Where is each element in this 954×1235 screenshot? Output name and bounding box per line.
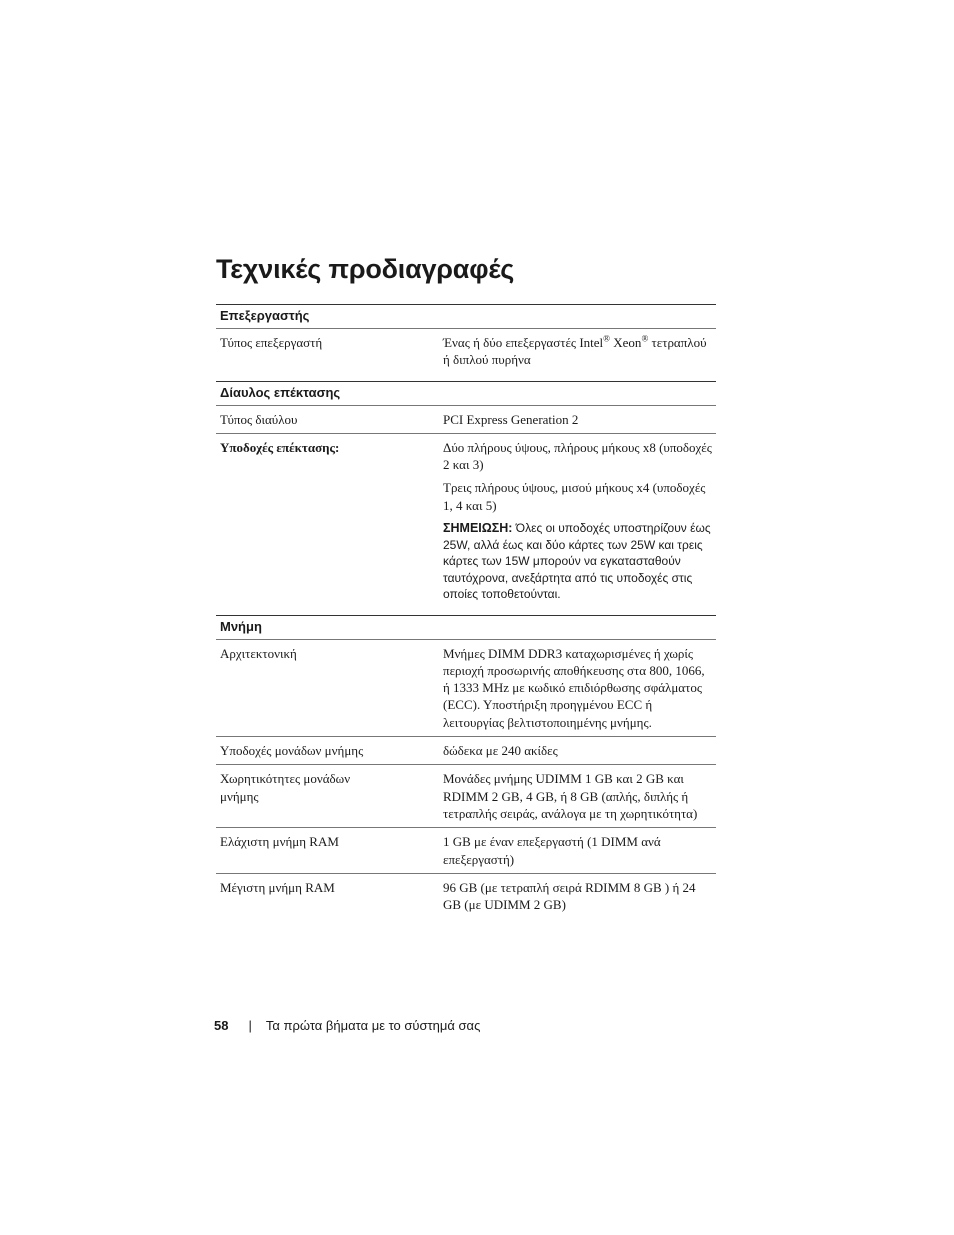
registered-mark: ® — [641, 333, 649, 344]
row-label: Ελάχιστη μνήμη RAM — [220, 834, 339, 850]
row-label: Τύπος επεξεργαστή — [220, 335, 323, 350]
section-header-expansion-bus: Δίαυλος επέκτασης — [216, 381, 716, 405]
slot-description: Δύο πλήρους ύψους, πλήρους μήκους x8 (υποδοχές 2 και 3) — [443, 439, 712, 473]
processor-type-text: Xeon — [610, 335, 642, 350]
footer-title: Τα πρώτα βήματα με το σύστημά σας — [265, 1018, 481, 1033]
table-row — [216, 405, 716, 433]
row-label: Υποδοχές επέκτασης: — [220, 439, 340, 455]
row-value: 96 GB (με τετραπλή σειρά RDIMM 8 GB ) ή 24 GB (με UDIMM 2 GB) — [443, 879, 696, 913]
section-header-processor: Επεξεργαστής — [216, 304, 716, 328]
table-row — [216, 328, 716, 381]
row-value — [443, 334, 716, 369]
row-value — [443, 439, 716, 603]
row-label: Μέγιστη μνήμη RAM — [220, 879, 335, 895]
row-value: PCI Express Generation 2 — [443, 411, 579, 427]
footer-separator: | — [248, 1018, 252, 1033]
page-footer — [214, 1018, 480, 1033]
registered-mark: ® — [603, 333, 611, 344]
row-value: 1 GB με έναν επεξεργαστή (1 DIMM ανά επεξεργαστή) — [443, 834, 661, 867]
row-value: δώδεκα με 240 ακίδες — [443, 743, 558, 759]
page-number: 58 — [214, 1018, 229, 1033]
processor-type-text: Ένας ή δύο επεξεργαστές Intel — [443, 335, 604, 350]
note-label: ΣΗΜΕΙΩΣΗ: — [443, 521, 513, 536]
note — [443, 520, 712, 603]
table-row — [216, 639, 716, 736]
processor-type-text: τετραπλού ή διπλού πυρήνα — [443, 335, 707, 368]
section-header-memory: Μνήμη — [216, 615, 716, 639]
table-row — [216, 433, 716, 615]
table-row — [216, 827, 716, 873]
row-label: Αρχιτεκτονική — [220, 645, 297, 661]
slot-description: Τρεις πλήρους ύψους, μισού μήκους x4 (υποδοχές 1, 4 και 5) — [443, 480, 706, 513]
row-value: Μονάδες μνήμης UDIMM 1 GB και 2 GB και RDIMM 2 GB, 4 GB, ή 8 GB (απλής, διπλής ή τετραπλής σειράς, ανάλογα με τη χωρητικότητα) — [443, 771, 698, 821]
page-title: Τεχνικές προδιαγραφές — [216, 254, 515, 284]
table-row — [216, 873, 716, 919]
row-label: Χωρητικότητες μονάδων μνήμης — [220, 771, 351, 804]
row-value: Μνήμες DIMM DDR3 καταχωρισμένες ή χωρίς περιοχή προσωρινής αποθήκευσης στα 800, 1066, ή 1333 MHz με κωδικό επιδιόρθωσης σφάλματος (ECC). Υποστήριξη προηγμένου ECC ή λειτουργίας βελτιστοποιημένης μνήμης. — [443, 645, 705, 730]
table-row — [216, 736, 716, 764]
specifications-table — [216, 304, 716, 918]
row-label: Τύπος διαύλου — [220, 411, 298, 427]
table-row — [216, 764, 716, 827]
note-text: Όλες οι υποδοχές υποστηρίζουν έως 25W, αλλά έως και δύο κάρτες των 25W και τρεις κάρτες των 15W μπορούν να εγκατασταθούν ταυτόχρονα, ανεξάρτητα από τις υποδοχές στις οποίες τοποθετούνται. — [443, 521, 711, 602]
row-label: Υποδοχές μονάδων μνήμης — [220, 743, 364, 759]
